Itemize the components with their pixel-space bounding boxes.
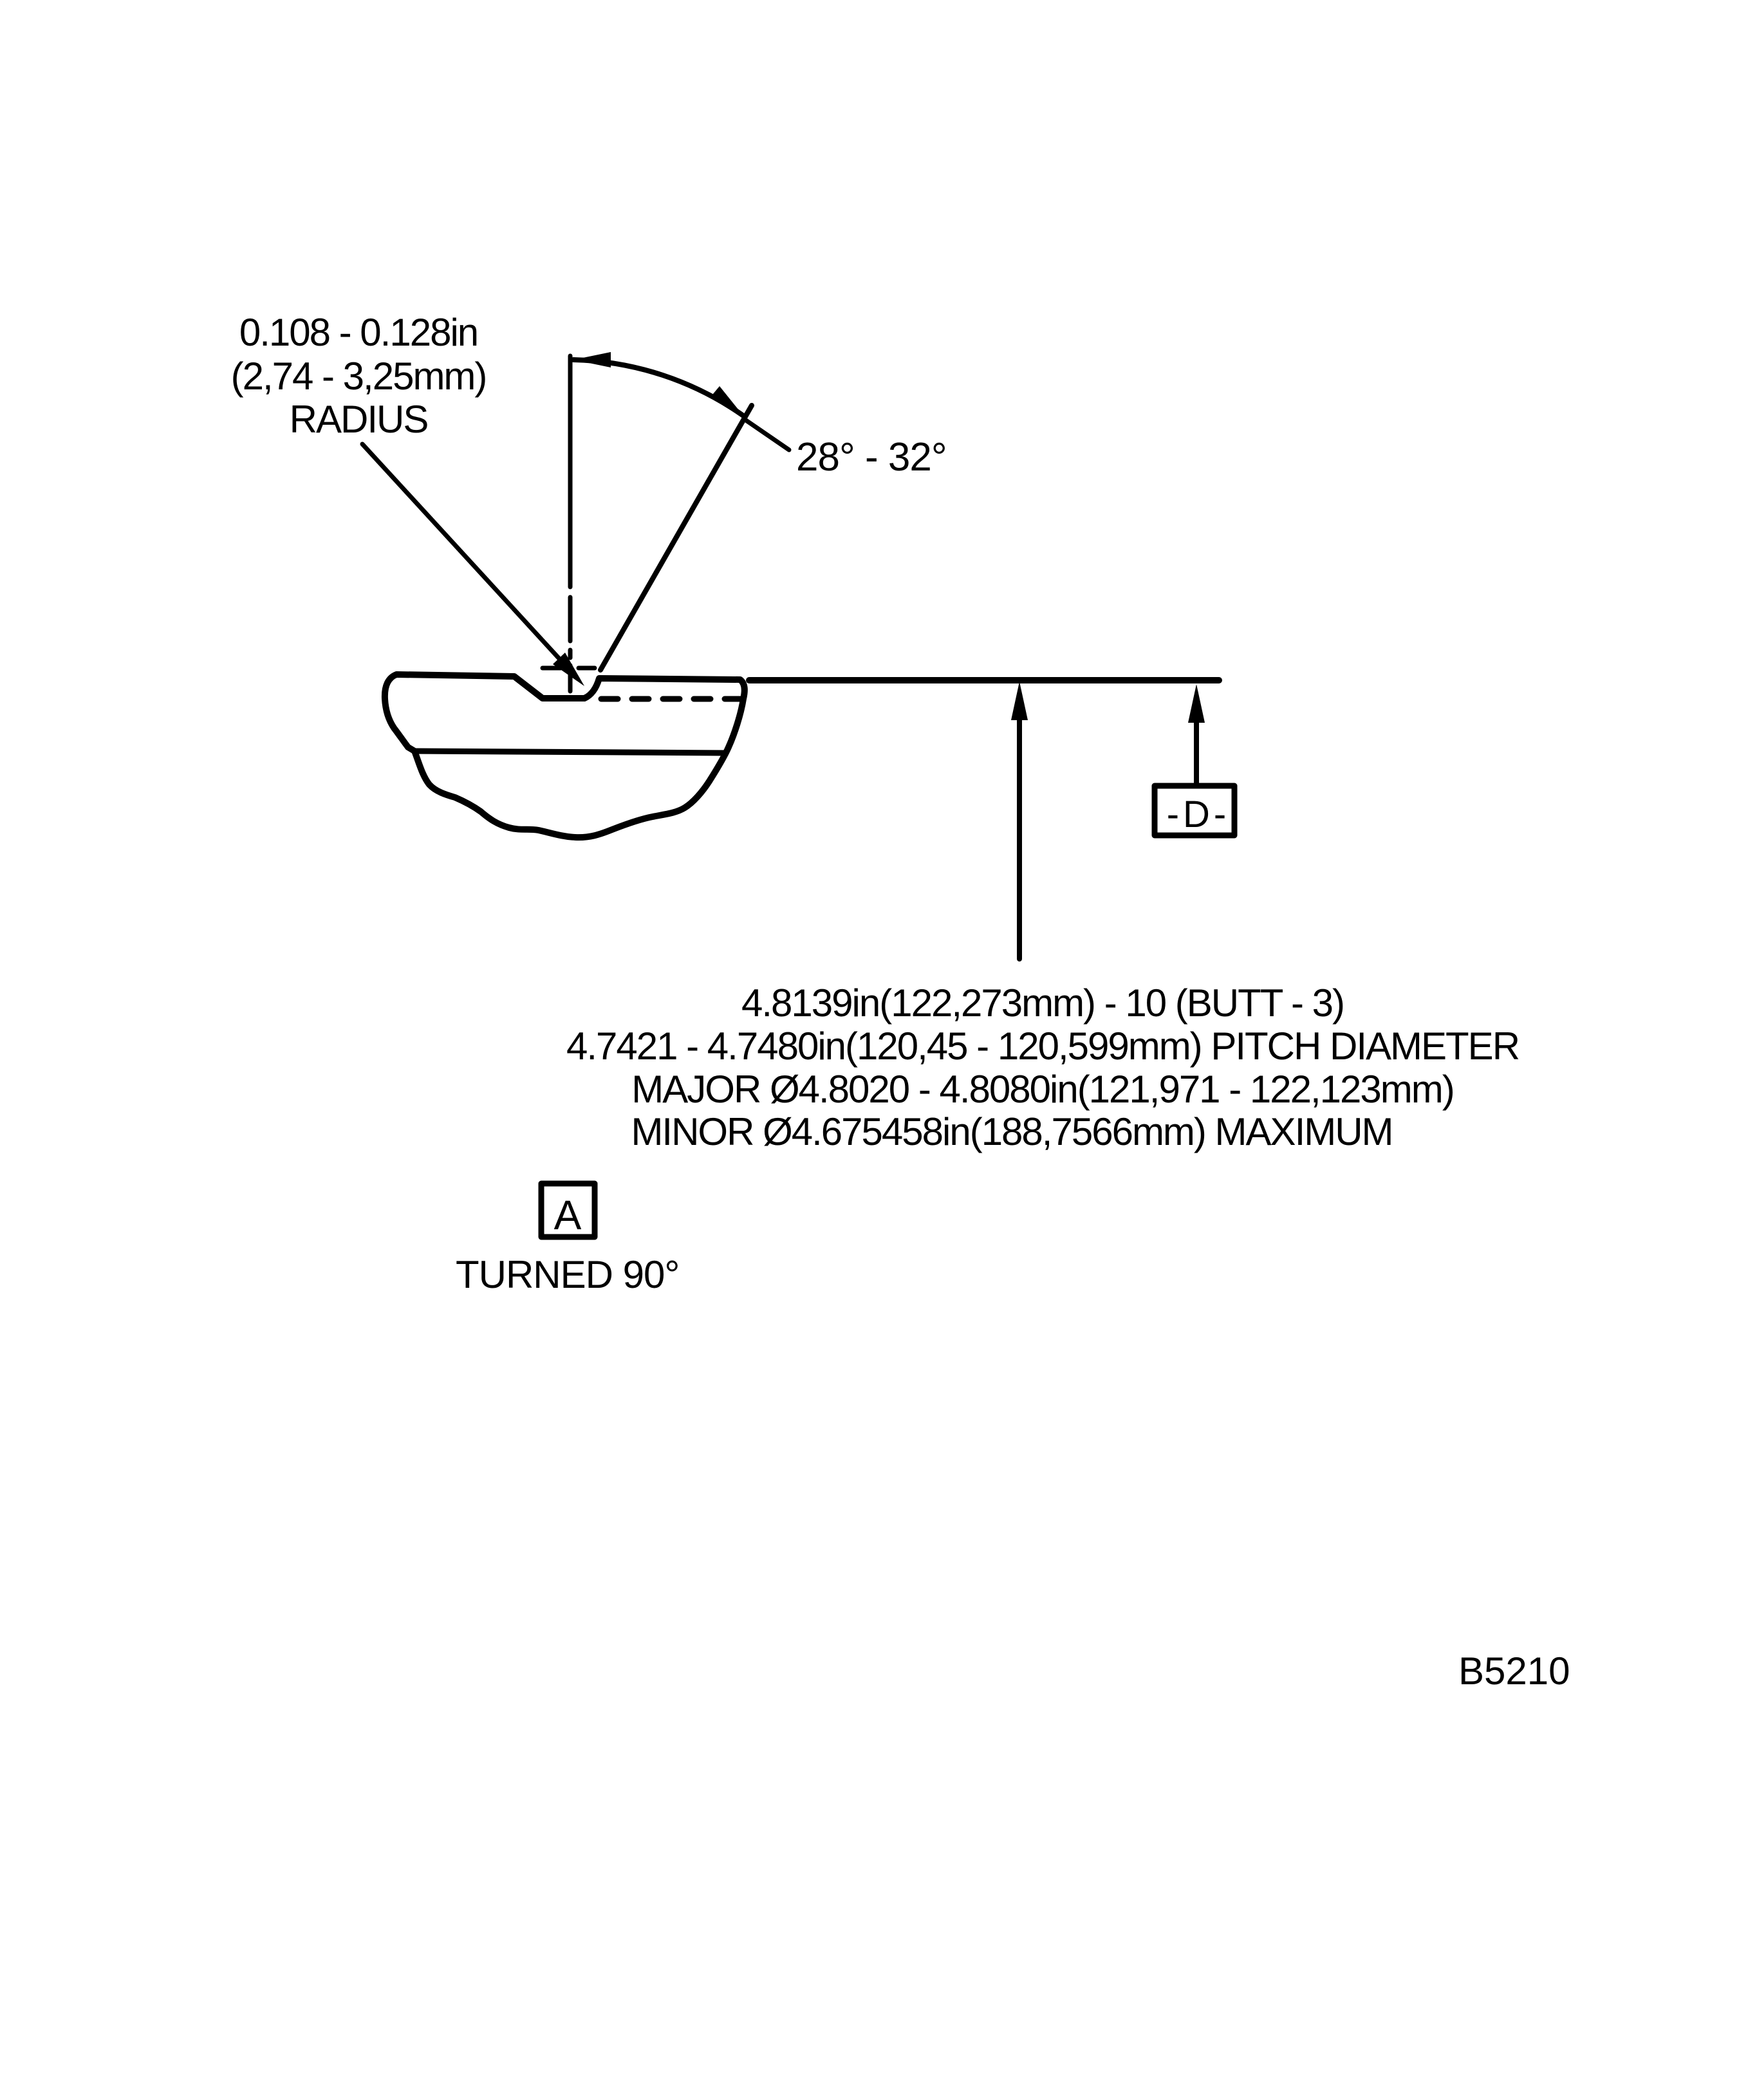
dimension-line-3: MAJOR Ø4.8020 - 4.8080in(121,971 - 122,123mm) <box>631 1068 1454 1111</box>
radius-leader-line <box>362 444 577 678</box>
angle-dimension-arc <box>573 360 743 416</box>
angle-label-leader-tail <box>746 420 789 450</box>
figure-code: B5210 <box>1458 1649 1570 1693</box>
section-break-line <box>414 751 726 753</box>
turned-90-label: TURNED 90° <box>456 1253 680 1296</box>
view-a-label: A <box>553 1192 582 1238</box>
dimension-line-2: 4.7421 - 4.7480in(120,45 - 120,599mm) PITCH DIAMETER <box>566 1025 1520 1068</box>
datum-d-arrowhead <box>1188 684 1205 723</box>
radius-label-line1: 0.108 - 0.128in <box>239 311 478 354</box>
angle-leg-line <box>600 405 752 670</box>
part-outline <box>385 674 745 837</box>
angle-arc-right-arrowhead <box>710 386 743 416</box>
angle-arc-left-arrowhead <box>573 352 611 367</box>
dimension-line-1: 4.8139in(122,273mm) - 10 (BUTT - 3) <box>741 981 1344 1025</box>
dimension-leader-arrowhead <box>1011 682 1028 720</box>
datum-d-label: -D- <box>1166 794 1231 835</box>
dimension-line-4: MINOR Ø4.675458in(188,7566mm) MAXIMUM <box>631 1110 1393 1153</box>
radius-label-line3: RADIUS <box>289 398 428 441</box>
angle-label: 28° - 32° <box>796 435 947 479</box>
radius-label-line2: (2,74 - 3,25mm) <box>230 355 487 398</box>
